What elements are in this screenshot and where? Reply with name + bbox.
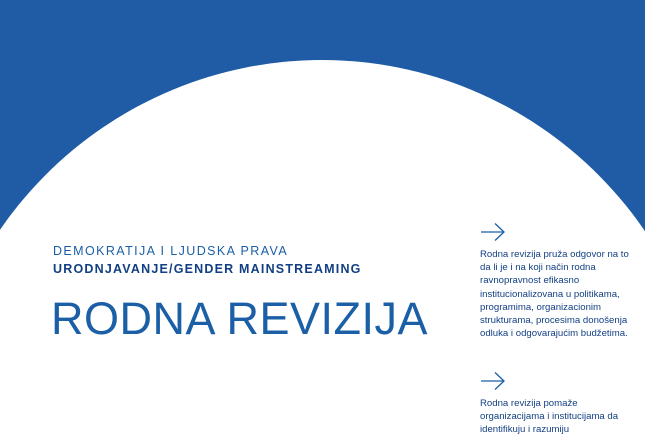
- arrow-right-icon: [480, 222, 506, 242]
- document-title: RODNA REVIZIJA: [51, 293, 429, 344]
- sidebar-text-1: Rodna revizija pruža odgovor na to da li je i na koji način rodna ravnopravnost efikasno institucionalizovana u politikama, programima, organizacionim strukturama, procesima donošenja odluka i odgovarajućim budžetima.: [480, 249, 629, 340]
- section-kicker: DEMOKRATIJA I LJUDSKA PRAVA: [53, 244, 289, 258]
- sidebar-text-2: Rodna revizija pomaže organizacijama i institucijama da identifikuju i razumiju: [480, 398, 619, 436]
- arrow-right-icon: [480, 371, 506, 391]
- section-subkicker: URODNJAVANJE/GENDER MAINSTREAMING: [53, 262, 362, 276]
- sidebar-block-1: [480, 222, 642, 340]
- sidebar-block-2: [480, 371, 642, 437]
